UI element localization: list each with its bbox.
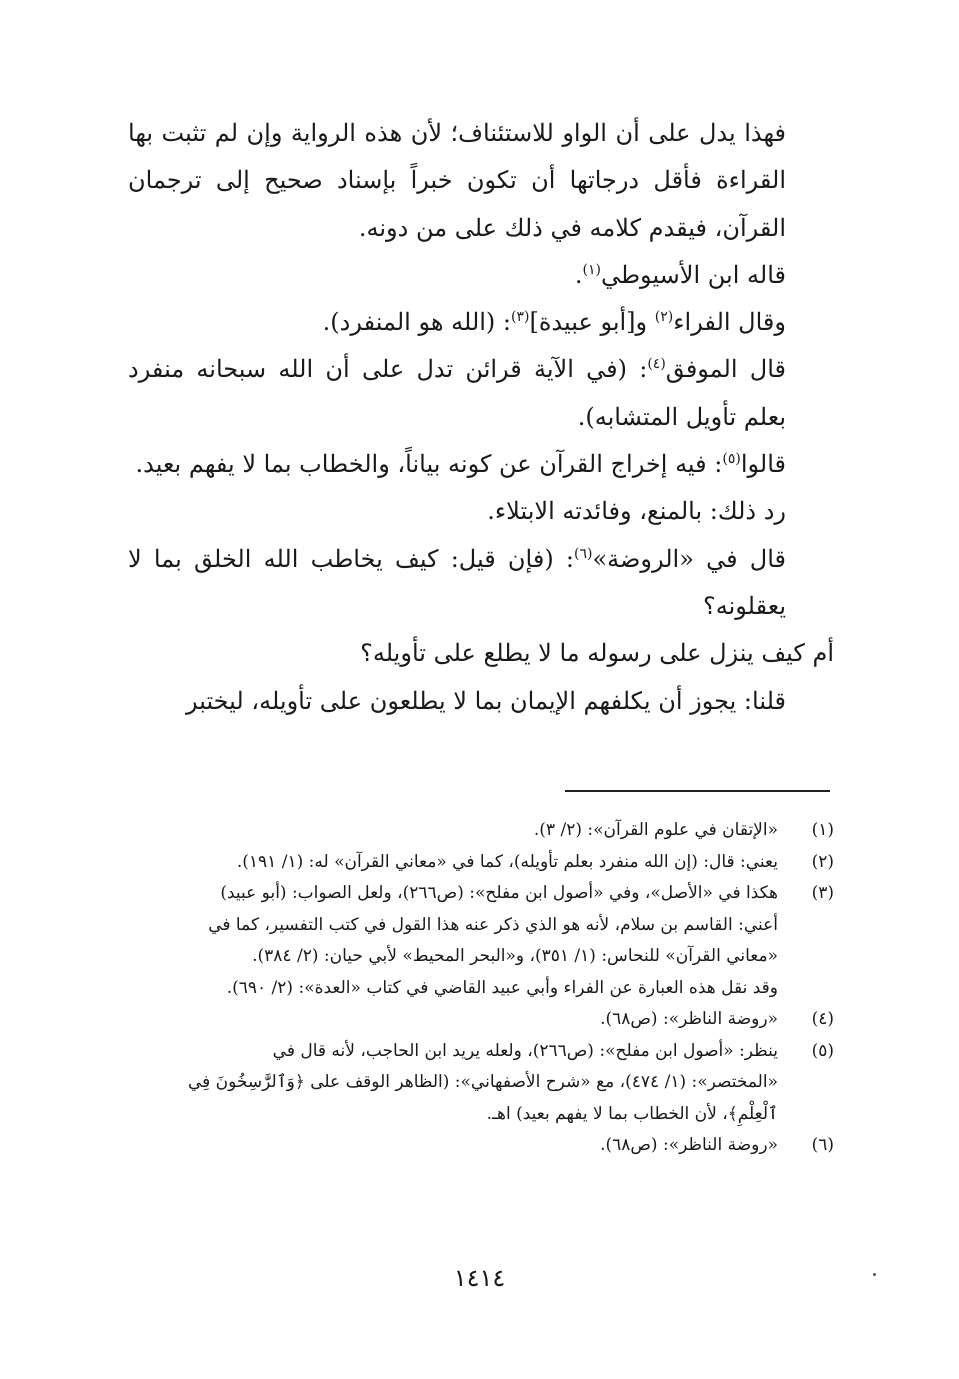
footnote-ref-2[interactable]: (٢) [654, 309, 674, 326]
footnote-line: وقد نقل هذه العبارة عن الفراء وأبي عبيد القاضي في كتاب «العدة»: (٢/ ٦٩٠). [226, 977, 778, 998]
paragraph-2-end: . [574, 260, 583, 289]
paragraph-8: أم كيف ينزل على رسوله ما لا يطلع على تأويله؟ [360, 639, 834, 668]
footnote-body [128, 878, 778, 1004]
paragraph-3 [128, 299, 834, 346]
paragraph-2-text: قاله ابن الأسيوطي [600, 260, 786, 289]
paragraph-9: قلنا: يجوز أن يكلفهم الإيمان بما لا يطلعون على تأويله، ليختبر [185, 686, 786, 715]
footnote-line: «روضة الناظر»: (ص٦٨). [600, 1135, 778, 1155]
paragraph-4 [128, 346, 834, 441]
footnote-line: هكذا في «الأصل»، وفي «أصول ابن مفلح»: (ص٢٦٦)، ولعل الصواب: (أبو عبيد) [220, 883, 778, 903]
paragraph-7 [128, 536, 834, 631]
footnote-number: (٤) [811, 1009, 834, 1029]
footnote-6 [128, 1130, 834, 1162]
paragraph-5-text-b: : فيه إخراج القرآن عن كونه بياناً، والخطاب بما لا يفهم بعيد. [135, 450, 723, 479]
body-text [128, 110, 834, 725]
paragraph-3-text-a: وقال الفراء [673, 308, 786, 337]
footnote-line: يعني: قال: (إن الله منفرد بعلم تأويله)، كما في «معاني القرآن» له: (١/ ١٩١). [236, 851, 778, 872]
footnote-1 [128, 815, 834, 847]
footnote-line: أعني: القاسم بن سلام، لأنه هو الذي ذكر عنه هذا القول في كتب التفسير، كما في [208, 914, 778, 935]
footnote-4 [128, 1004, 834, 1036]
footnote-line: ٱلْعِلْمِ﴾، لأن الخطاب بما لا يفهم بعيد) اهـ. [486, 1103, 778, 1124]
footnote-body [128, 1036, 778, 1131]
footnote-line: «المختصر»: (١/ ٤٧٤)، مع «شرح الأصفهاني»: (الظاهر الوقف على ﴿وَٱلرَّٰسِخُونَ فِي [187, 1072, 778, 1092]
paragraph-7-text-b: : (فإن قيل: كيف يخاطب الله الخلق بما لا يعقلونه؟ [128, 544, 786, 620]
paragraph-5-text-a: قالوا [740, 450, 786, 479]
footnote-body [128, 1130, 778, 1162]
footnote-line: ينظر: «أصول ابن مفلح»: (ص٢٦٦)، ولعله يريد ابن الحاجب، لأنه قال في [272, 1040, 778, 1061]
footnote-3 [128, 878, 834, 1004]
scan-speck [873, 1273, 876, 1276]
footnote-body [128, 1004, 778, 1036]
footnote-ref-4[interactable]: (٤) [647, 356, 666, 373]
paragraph-4-text-b: : (في الآية قرائن تدل على أن الله سبحانه منفرد بعلم تأويل المتشابه). [128, 355, 786, 431]
paragraph-2 [128, 252, 834, 299]
paragraph-7-text-a: قال في «الروضة» [592, 544, 787, 573]
footnote-line: «روضة الناظر»: (ص٦٨). [600, 1009, 778, 1029]
footnote-body [128, 815, 778, 847]
paragraph-5 [128, 441, 834, 488]
footnote-5 [128, 1036, 834, 1131]
footnote-number: (١) [811, 820, 834, 840]
footnote-ref-5[interactable]: (٥) [722, 451, 741, 468]
footnote-ref-6[interactable]: (٦) [573, 545, 593, 562]
footnote-number: (٣) [811, 883, 834, 903]
footnote-line: «معاني القرآن» للنحاس: (١/ ٣٥١)، و«البحر المحيط» لأبي حيان: (٢/ ٣٨٤). [252, 946, 778, 966]
footnote-number: (٦) [811, 1135, 834, 1155]
footnote-line: «الإتقان في علوم القرآن»: (٢/ ٣). [533, 820, 778, 840]
footnote-ref-3[interactable]: (٣) [511, 309, 530, 326]
page-number: ١٤١٤ [453, 1264, 506, 1292]
footnote-separator [565, 790, 830, 792]
footnote-number: (٥) [811, 1040, 834, 1061]
paragraph-4-text-a: قال الموفق [665, 355, 787, 384]
footnote-body [128, 847, 778, 879]
paragraph-3-text-b: و[أبو عبيدة] [529, 308, 655, 337]
paragraph-1: فهذا يدل على أن الواو للاستئناف؛ لأن هذه الرواية وإن لم تثبت بها القراءة فأقل درجاتها أن تكون خبراً بإسناد صحيح إلى ترجمان القرآن، فيقدم كلامه في ذلك على من دونه. [128, 119, 786, 242]
footnote-number: (٢) [811, 851, 834, 872]
paragraph-3-text-c: : (الله هو المنفرد). [322, 308, 511, 337]
footnotes-block [128, 815, 834, 1162]
main-text-block [128, 110, 834, 725]
footnote-ref-1[interactable]: (١) [582, 261, 601, 278]
footnote-2 [128, 847, 834, 879]
paragraph-6: رد ذلك: بالمنع، وفائدته الابتلاء. [487, 497, 786, 526]
